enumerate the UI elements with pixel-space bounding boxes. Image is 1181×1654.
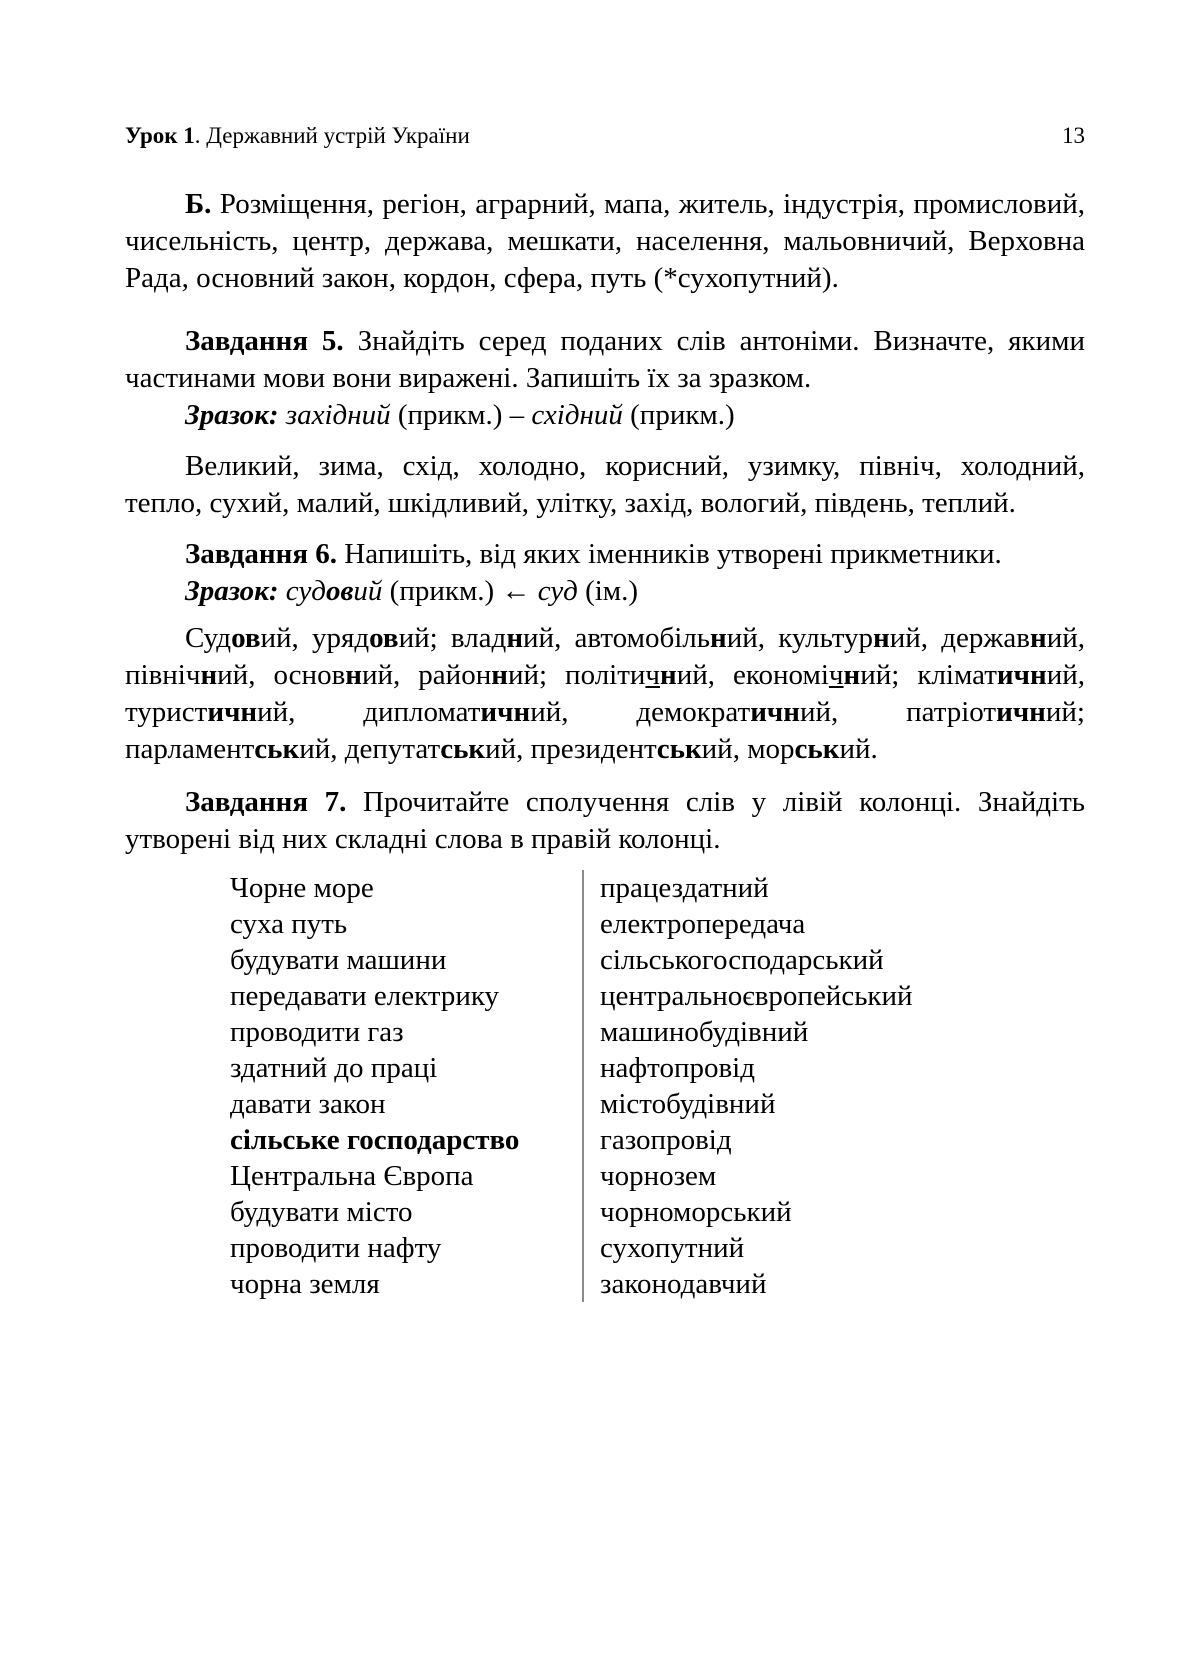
text-segment: н (506, 622, 524, 654)
text-segment: Зразок: (185, 399, 286, 431)
task6-word-list (125, 620, 1085, 768)
right-word: нафтопровід (582, 1050, 755, 1086)
text-segment: н (200, 659, 218, 691)
text-segment: ичн (750, 696, 800, 728)
text-segment: ий, мор (701, 733, 795, 765)
text-segment: ськ (440, 733, 486, 765)
text-segment: ов (369, 622, 399, 654)
task5-word-list: Великий, зима, схід, холодно, корисний, узимку, північ, холодний, тепло, сухий, малий, шкідливий, улітку, захід, вологий, південь, теплий. (125, 450, 1085, 519)
task5-heading (125, 323, 1085, 397)
left-phrase: суха путь (230, 908, 348, 940)
page-header (125, 122, 1085, 150)
text-segment: суд (285, 575, 326, 607)
table-row (230, 978, 1085, 1014)
table-row (230, 1014, 1085, 1050)
text-segment: ий, президент (485, 733, 657, 765)
text-segment: ий, держав (889, 622, 1030, 654)
text-segment: ий; політи (507, 659, 646, 691)
right-word: електропередача (582, 906, 805, 942)
text-segment: ий, культур (726, 622, 874, 654)
text-segment: ч (645, 659, 661, 691)
left-phrase: давати закон (230, 1088, 386, 1120)
table-row (230, 1122, 1085, 1158)
left-phrase: проводити газ (230, 1016, 404, 1048)
task7-heading (125, 784, 1085, 858)
text-segment: ий, дипломат (257, 696, 481, 728)
text-segment: (прикм.) ← (382, 575, 538, 607)
text-segment: ичн (996, 659, 1047, 691)
text-segment: ий, патріот (799, 696, 997, 728)
text-segment: ичн (996, 696, 1046, 728)
task5-label: Завдання 5. (185, 325, 344, 357)
left-phrase: будувати місто (230, 1196, 413, 1228)
task7-label: Завдання 7. (185, 786, 347, 818)
task6-label: Завдання 6. (185, 538, 338, 570)
text-segment: ий, економі (676, 659, 829, 691)
text-segment: ов (231, 622, 261, 654)
text-segment: н (345, 659, 362, 691)
right-word: машинобудівний (582, 1014, 808, 1050)
text-segment: н (709, 622, 727, 654)
right-word: містобудівний (582, 1086, 775, 1122)
text-segment: ий (353, 575, 383, 607)
item-b-text: Розміщення, регіон, аграрний, мапа, житель, індустрія, промисловий, чисельність, центр, держава, мешкати, населення, мальовничий, Верховна Рада, основний закон, кордон, сфера, путь (*сухопутний). (125, 188, 1085, 294)
left-phrase: будувати машини (230, 944, 447, 976)
table-row (230, 870, 1085, 906)
task5-sample-line (125, 397, 1085, 434)
word-match-table (230, 870, 1085, 1302)
right-word: працездатний (582, 870, 769, 906)
text-segment: ськ (656, 733, 702, 765)
text-segment: Зразок: (185, 575, 286, 607)
text-segment: ов (325, 575, 354, 607)
table-row (230, 1230, 1085, 1266)
right-word: сухопутний (582, 1230, 744, 1266)
text-segment: ий, уряд (260, 622, 370, 654)
left-phrase: Чорне море (230, 872, 374, 904)
right-word: газопровід (582, 1122, 732, 1158)
text-segment: н (843, 659, 861, 691)
task7-text: Прочитайте сполучення слів у лівій колонці. Знайдіть утворені від них складні слова в правій колонці. (125, 786, 1085, 855)
text-segment: ий, основ (217, 659, 346, 691)
text-segment: ий. (839, 733, 878, 765)
text-segment: н (873, 622, 890, 654)
text-segment: ий, депутат (299, 733, 441, 765)
text-segment: ий; клімат (860, 659, 997, 691)
text-segment: ий, район (362, 659, 492, 691)
left-phrase: проводити нафту (230, 1232, 442, 1264)
left-phrase: здатний до праці (230, 1052, 438, 1084)
table-row (230, 1158, 1085, 1194)
text-segment: ий, демократ (530, 696, 751, 728)
text-segment: ичн (480, 696, 531, 728)
text-segment: (прикм.) – (390, 399, 532, 431)
lesson-label: Урок 1 (125, 123, 195, 148)
left-phrase: Центральна Європа (230, 1160, 474, 1192)
table-row (230, 1050, 1085, 1086)
text-segment: н (491, 659, 508, 691)
text-segment: ч (828, 659, 844, 691)
right-word: центральноєвропейський (582, 978, 913, 1014)
right-word: сільськогосподарський (582, 942, 884, 978)
right-word: законодавчий (582, 1266, 766, 1302)
text-segment: ий, північ (125, 622, 1085, 691)
text-segment: ськ (794, 733, 840, 765)
task6-heading (125, 536, 1085, 573)
text-segment: (ім.) (577, 575, 639, 607)
right-word: чорнозем (582, 1158, 716, 1194)
text-segment: н (660, 659, 677, 691)
left-phrase: сільське господарство (230, 1124, 520, 1156)
text-segment: ий, турист (125, 659, 1085, 728)
lesson-title: . Державний устрій України (194, 123, 470, 148)
left-phrase: передавати електрику (230, 980, 500, 1012)
text-segment: ськ (254, 733, 300, 765)
table-row (230, 1194, 1085, 1230)
text-segment: ий; влад (398, 622, 507, 654)
text-segment: суд (537, 575, 578, 607)
text-segment: західний (285, 399, 391, 431)
item-b-label: Б. (185, 188, 212, 220)
page-number: 13 (1062, 123, 1085, 148)
table-row (230, 1266, 1085, 1302)
text-segment: (прикм.) (622, 399, 735, 431)
task5-text: Знайдіть серед поданих слів антоніми. Визначте, якими частинами мови вони виражені. Запишіть їх за зразком. (125, 325, 1085, 394)
task6-sample-line (125, 573, 1085, 610)
table-row (230, 942, 1085, 978)
text-segment: н (1029, 622, 1047, 654)
right-word: чорноморський (582, 1194, 792, 1230)
left-phrase: чорна земля (230, 1268, 380, 1300)
word-list-b-paragraph (125, 186, 1085, 297)
table-row (230, 1086, 1085, 1122)
text-segment: Суд (185, 622, 232, 654)
running-title (125, 122, 470, 150)
table-row (230, 906, 1085, 942)
text-segment: ий; парламент (125, 696, 1085, 765)
text-segment: ичн (207, 696, 258, 728)
text-segment: східний (531, 399, 623, 431)
task6-text: Напишіть, від яких іменників утворені прикметники. (337, 538, 1002, 570)
text-segment: ий, автомобіль (523, 622, 710, 654)
